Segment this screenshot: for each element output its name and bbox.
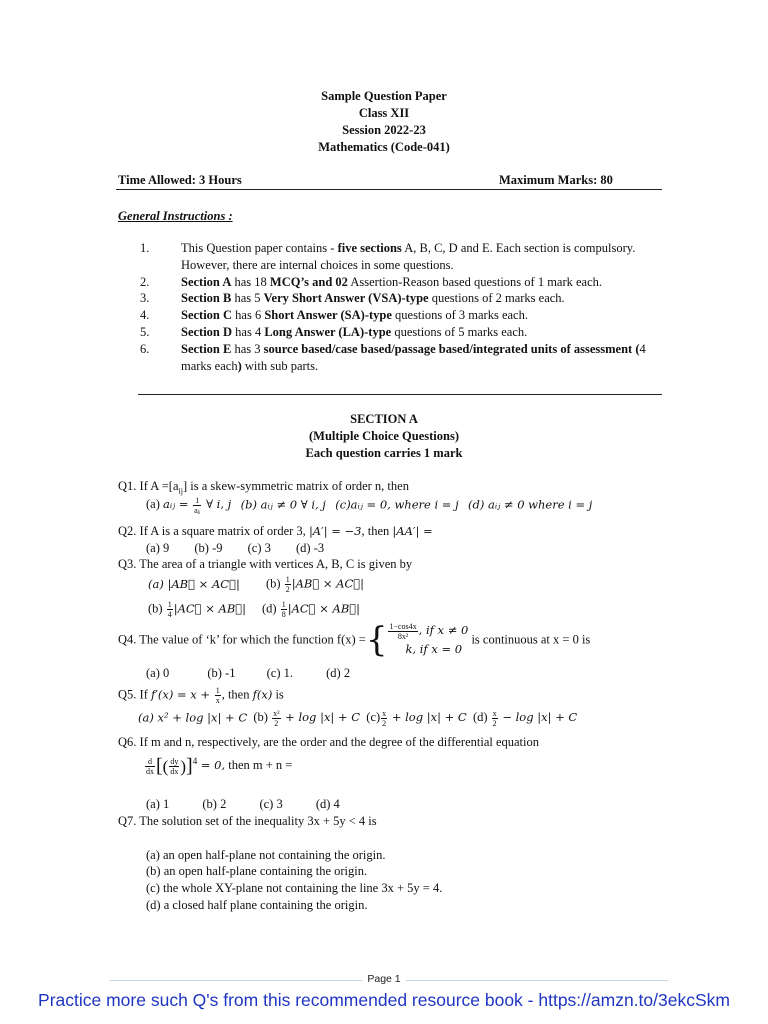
header-rule <box>116 189 662 190</box>
max-marks: Maximum Marks: 80 <box>499 173 613 187</box>
q3-option-b[interactable]: (b) $\frac{1}{2}$ |AB⃗ × AC⃗| <box>266 575 365 594</box>
q7-option-b[interactable]: (b) an open half-plane containing the origin. <box>146 864 368 878</box>
q4-option-a[interactable]: (a) 0 <box>146 666 170 680</box>
q4-stem: Q4. The value of ‘k’ for which the function f(x) ={ $\frac{1-\cos 4x}{\text{8x²}}$ , if x ≠ 0 k, if x = 0 is continuous at x = 0 is <box>118 620 591 660</box>
instructions-list <box>140 240 680 374</box>
paper-session: Session 2022-23 <box>342 123 426 137</box>
section-divider <box>138 394 662 395</box>
paper-subject: Mathematics (Code-041) <box>318 140 450 154</box>
q6-options <box>146 797 340 812</box>
q1-options <box>146 496 592 515</box>
q7-stem: Q7. The solution set of the inequality 3x + 5y < 4 is <box>118 814 377 828</box>
instruction-item: 2. Section A has 18 MCQ’s and 02 Assertion-Reason based questions of 1 mark each. <box>140 274 603 289</box>
instruction-item: 5. Section D has 4 Long Answer (LA)-type questions of 5 marks each. <box>140 324 528 339</box>
q1-option-c[interactable]: (c)aᵢⱼ = 0, where i = j <box>335 497 459 512</box>
q6-option-d[interactable]: (d) 4 <box>315 797 340 811</box>
instruction-item: 6. Section E has 3 source based/case based/passage based/integrated units of assessment (4 marks each) with sub parts. <box>140 341 646 373</box>
section-a-title: SECTION A <box>350 412 418 426</box>
q4-option-b[interactable]: (b) -1 <box>207 666 236 680</box>
q1-option-a[interactable]: (a) aᵢⱼ = $\frac{1}{\text{aⱼᵢ}}$ ∀ i, j <box>146 496 232 515</box>
q4-option-c[interactable]: (c) 1. <box>266 666 293 680</box>
q6-stem: Q6. If m and n, respectively, are the order and the degree of the differential equation <box>118 735 540 749</box>
q5-options <box>138 709 577 728</box>
q2-option-a[interactable]: (a) 9 <box>146 541 170 555</box>
q4-options <box>146 666 350 681</box>
q6-option-c[interactable]: (c) 3 <box>259 797 283 811</box>
q5-option-a[interactable]: (a) x² + log |x| + C <box>138 710 248 725</box>
time-allowed: Time Allowed: 3 Hours <box>118 173 242 187</box>
q3-stem: Q3. The area of a triangle with vertices A, B, C is given by <box>118 557 413 571</box>
q3-option-d[interactable]: (d) $\frac{1}{8}$ |AC⃗ × AB⃗| <box>262 600 361 619</box>
q2-option-b[interactable]: (b) -9 <box>194 541 223 555</box>
paper-class: Class XII <box>358 106 410 120</box>
instruction-item: 4. Section C has 6 Short Answer (SA)-type questions of 3 marks each. <box>140 308 528 323</box>
section-a-subtitle: (Multiple Choice Questions) <box>309 429 459 443</box>
q7-option-d[interactable]: (d) a closed half plane containing the origin. <box>146 898 368 912</box>
q2-stem: Q2. If A is a square matrix of order 3, |A′| = −3, then |AA′| = <box>118 524 433 538</box>
instructions-heading: General Instructions : <box>118 209 233 223</box>
q6-option-a[interactable]: (a) 1 <box>146 797 170 811</box>
q1-stem: Q1. If $A =[a_{ij}]$ is a skew-symmetric matrix of order n, then <box>118 479 409 496</box>
q4-piecewise: $\frac{1-\cos 4x}{\text{8x²}}$ , if x ≠ 0 k, if x = 0 <box>389 622 469 656</box>
q6-equation: $\frac{d}{dx}$ [( $\frac{dy}{dx}$ )]$^4$ = 0, then m + n = <box>146 754 293 777</box>
instruction-item: 3. Section B has 5 Very Short Answer (VSA)-type questions of 2 marks each. <box>140 291 565 306</box>
q5-option-b[interactable]: (b) $\frac{\text{x²}}{2}$ + log |x| + C <box>253 709 361 728</box>
q6-option-b[interactable]: (b) 2 <box>202 797 227 811</box>
paper-title: Sample Question Paper <box>321 89 447 103</box>
page-number: Page 1 <box>367 973 401 985</box>
instruction-item: 1. This Question paper contains - five sections A, B, C, D and E. Each section is compulsory. However, there are internal choices in some questions. <box>140 241 636 272</box>
q2-options <box>146 541 324 556</box>
q3-option-c[interactable]: (b) $\frac{1}{4}$ |AC⃗ × AB⃗| <box>148 600 247 619</box>
section-a-note: Each question carries 1 mark <box>305 446 463 460</box>
q2-option-c[interactable]: (c) 3 <box>247 541 271 555</box>
promo-link[interactable]: Practice more such Q's from this recommended resource book - https://amzn.to/3ekcSkm <box>38 990 730 1010</box>
q3-option-a[interactable]: (a) |AB⃗ × AC⃗| <box>148 577 240 591</box>
q7-option-a[interactable]: (a) an open half-plane not containing the origin. <box>146 848 386 862</box>
q1-option-d[interactable]: (d) aᵢⱼ ≠ 0 where i = j <box>468 497 593 512</box>
q5-option-d[interactable]: (d) $\frac{x}{2}$ − log |x| + C <box>472 709 578 728</box>
q1-option-b[interactable]: (b) aᵢⱼ ≠ 0 ∀ i, j <box>240 497 326 512</box>
q5-option-c[interactable]: (c) $\frac{x}{2}$ + log |x| + C <box>366 709 467 728</box>
q7-option-c[interactable]: (c) the whole XY-plane not containing the line 3x + 5y = 4. <box>146 881 443 895</box>
q5-stem: Q5. If f′(x) = x + $\frac{1}{x}$ , then f(x) is <box>118 686 284 705</box>
q4-option-d[interactable]: (d) 2 <box>326 666 351 680</box>
q2-option-d[interactable]: (d) -3 <box>296 541 325 555</box>
